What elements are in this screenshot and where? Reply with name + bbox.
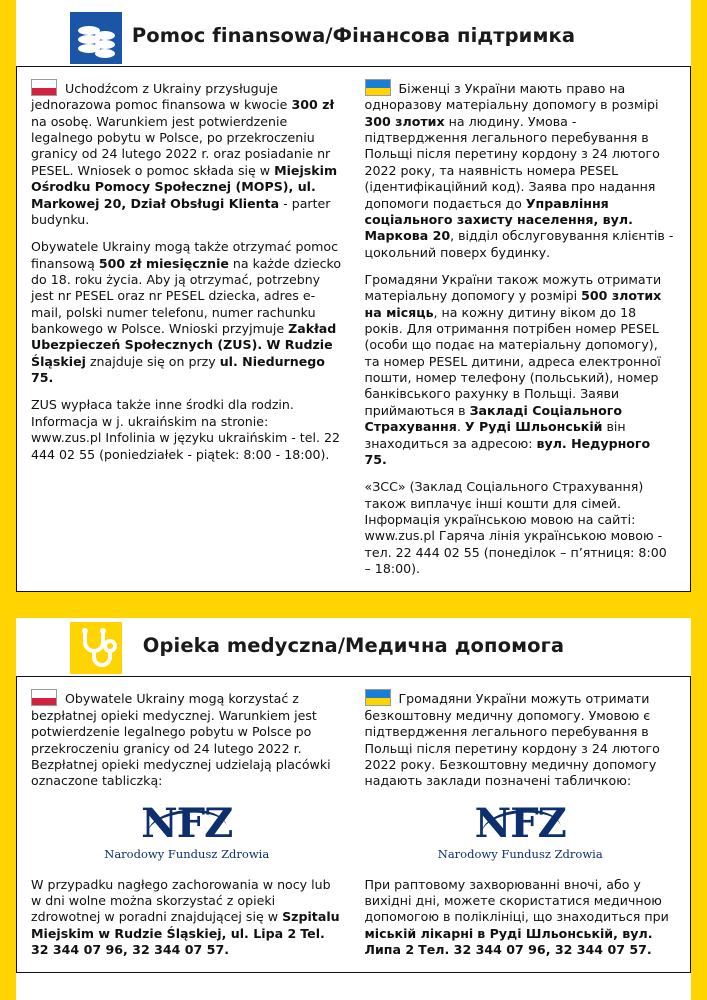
medical-box [16, 676, 691, 973]
medical-ua-paragraph-2: При раптовому захворюванні вночі, або у вихідні дні, можете скористатися медичною допомогою в поліклініці, що знаходиться при міській лікарні в Руді Шльонській, вул. Липа 2 Тел. 32 344 07 96, 32 344 07 57. [364, 876, 669, 958]
section-header-medical [16, 618, 691, 676]
medical-right-column [365, 689, 677, 958]
flag-ukraine-icon [365, 79, 391, 96]
financial-left-column [31, 79, 343, 577]
right-yellow-bar [691, 0, 707, 1000]
yellow-separator [0, 592, 707, 618]
medical-ua-paragraph-1: Громадяни України можуть отримати безкоштовну медичну допомогу. Умовою є підтвердження легального перебування в Польщі після перетину кордону з 24 лютого 2022 року. Безкоштовну медичну допомогу надають заклади позначені табличкою: [364, 691, 660, 789]
nfz-logo-left [31, 799, 343, 861]
medical-left-column [31, 689, 343, 958]
flag-poland-icon [31, 689, 57, 706]
financial-box [16, 66, 691, 592]
nfz-logo-subtitle: Narodowy Fundusz Zdrowia [437, 846, 603, 861]
flag-ukraine-icon [365, 689, 391, 706]
nfz-logo-subtitle: Narodowy Fundusz Zdrowia [104, 846, 270, 861]
nfz-logo-mark: NFZ [141, 799, 233, 847]
section-header-financial [16, 8, 691, 66]
left-yellow-bar [0, 0, 16, 1000]
financial-ua-paragraph-3: «ЗСС» (Заклад Соціального Страхування) також виплачує інші кошти для сімей. Інформація українською мовою на сайті: www.zus.pl Гаряча лінія українською мовою - тел. 22 444 02 55 (понеділок – п’ятниця: 8:00 – 18:00). [364, 479, 667, 577]
medical-pl-paragraph-2: W przypadku nagłego zachorowania w nocy lub w dni wolne można skorzystać z opieki zdrowotnej w poradni znajdującej się w Szpitalu Miejskim w Rudzie Śląskiej, ul. Lipa 2 Tel. 32 344 07 96, 32 344 07 57. [31, 876, 340, 958]
section-title-medical: Opieka medyczna/Медична допомога [142, 634, 565, 658]
financial-pl-paragraph-1: Uchodźcom z Ukrainy przysługuje jednorazowa pomoc finansowa w kwocie 300 zł na osobę. Warunkiem jest potwierdzenie legalnego pobytu w Polsce, po przekroczeniu granicy od 24 lutego 2022 r. oraz posiadanie nr PESEL. Wniosek o pomoc składa się w Miejskim Ośrodku Pomocy Społecznej (MOPS), ul. Markowej 20, Dział Obsługi Klienta - parter budynku. [31, 81, 338, 227]
bottom-spacer [16, 973, 691, 983]
nfz-logo-right [365, 799, 677, 861]
medical-pl-paragraph-1: Obywatele Ukrainy mogą korzystać z bezpłatnej opieki medycznej. Warunkiem jest potwierdzenie legalnego pobytu w Polsce po przekroczeniu granicy od 24 lutego 2022 r. Bezpłatnej opieki medycznej udzielają placówki oznaczone tabliczką: [31, 691, 331, 789]
section-title-financial: Pomoc finansowa/Фінансова підтримка [131, 24, 576, 47]
financial-ua-paragraph-2: Громадяни України також можуть отримати матеріальну допомогу у розмірі 500 злотих на місяць, на кожну дитину віком до 18 років. Для отримання потрібен номер PESEL (особи що подає на матеріальну допомогу), та номер PESEL дитини, адреса електронної пошти, номер телефону (польський), номер банківського рахунку в Польщі. Заяви приймаються в Закладі Соціального Страхування. У Руді Шльонській він знаходиться за адресою: вул. Недурного 75. [364, 271, 662, 467]
nfz-logo-mark: NFZ [474, 799, 566, 847]
financial-pl-paragraph-2: Obywatele Ukrainy mogą także otrzymać pomoc finansową 500 zł miesięcznie na każde dziecko do 18. roku życia. Aby ją otrzymać, potrzebny jest nr PESEL oraz nr PESEL dziecka, adres e-mail, polski numer telefonu, numer rachunku bankowego w Polsce. Wnioski przyjmuje Zakład Ubezpieczeń Społecznych (ZUS). W Rudzie Śląskiej znajduje się on przy ul. Niedurnego 75. [31, 239, 342, 386]
financial-ua-paragraph-1: Біженці з України мають право на одноразову матеріальну допомогу в розмірі 300 злотих на людину. Умова - підтвердження легального перебування в Польщі після перетину кордону з 24 лютого 2022 року, та наявність номера PESEL (ідентифікаційний код). Заява про надання допомоги подається до Управління соціального захисту населення, вул. Маркова 20, відділ обслуговування клієнтів - цокольний поверх будинку. [364, 81, 674, 260]
flag-poland-icon [31, 79, 57, 96]
financial-right-column [365, 79, 677, 577]
financial-pl-paragraph-3: ZUS wypłaca także inne środki dla rodzin. Informacja w j. ukraińskim na stronie: www.zus.pl Infolinia w języku ukraińskim - tel. 22 444 02 55 (poniedziałek - piątek: 8:00 - 18:00). [31, 397, 340, 462]
poster-content [16, 0, 691, 1000]
